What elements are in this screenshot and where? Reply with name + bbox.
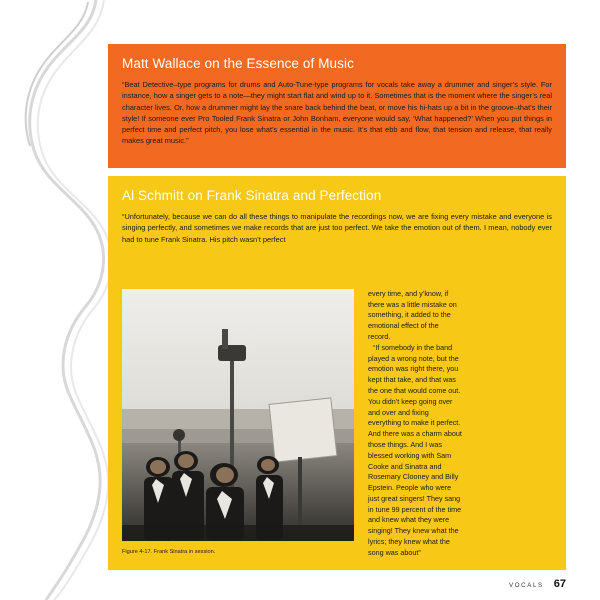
figure-caption: Figure 4-17. Frank Sinatra in session. <box>122 548 216 555</box>
column-paragraph-2: “If somebody in the band played a wrong note, but the emotion was right there, you kept that take, and that was the one that would come out. You didn’t keep going over and over and fixing everything to make it perfect. And there was a charm about those things. And I was blessed working with Sam Cooke and Sinatra and Rosemary Clooney and Billy Epstein. People who were just great singers! They sang in tune 99 percent of the time and knew what they were singing! They knew what the lyrics; they knew what the song was about” <box>368 342 462 557</box>
box-yellow-right-column <box>368 289 462 559</box>
section-label: VOCALS <box>509 582 544 589</box>
sidebar-quote-box-wallace <box>108 44 566 168</box>
page-footer <box>108 578 566 590</box>
box-orange-heading: Matt Wallace on the Essence of Music <box>122 56 354 71</box>
column-paragraph-1: every time, and y’know, if there was a little mistake on something, it added to the emotional effect of the record. <box>368 288 457 341</box>
box-yellow-intro: “Unfortunately, because we can do all these things to manipulate the recordings now, we are fixing every mistake and everyone is singing perfectly, and sometimes we make records that are just too perfect. We take the emotion out of them. I mean, nobody ever had to tune Frank Sinatra. His pitch wasn’t perfect <box>122 212 552 244</box>
sidebar-quote-box-schmitt <box>108 176 566 570</box>
page-number: 67 <box>553 578 566 590</box>
session-photograph <box>122 289 354 541</box>
box-yellow-heading: Al Schmitt on Frank Sinatra and Perfection <box>122 188 382 203</box>
figure-frank-sinatra <box>122 289 354 555</box>
box-orange-body: “Beat Detective–type programs for drums and Auto-Tune-type programs for vocals take away a drummer and singer’s style. For instance, how a singer gets to a note—they might start flat and wind up to it. Sometimes that is the moment where the singer’s real character lives. Or, how a drummer might lay the snare back behind the beat, or move his hi-hats up a bit in the groove–that’s their style! If someone ever Pro Tooled Frank Sinatra or John Bonham, everyone would say, ‘What happened?’ When you put things in perfect time and perfect pitch, you lose what’s essential in the music. It’s that ebb and flow, that tension and release, that really makes great music.” <box>122 80 552 146</box>
